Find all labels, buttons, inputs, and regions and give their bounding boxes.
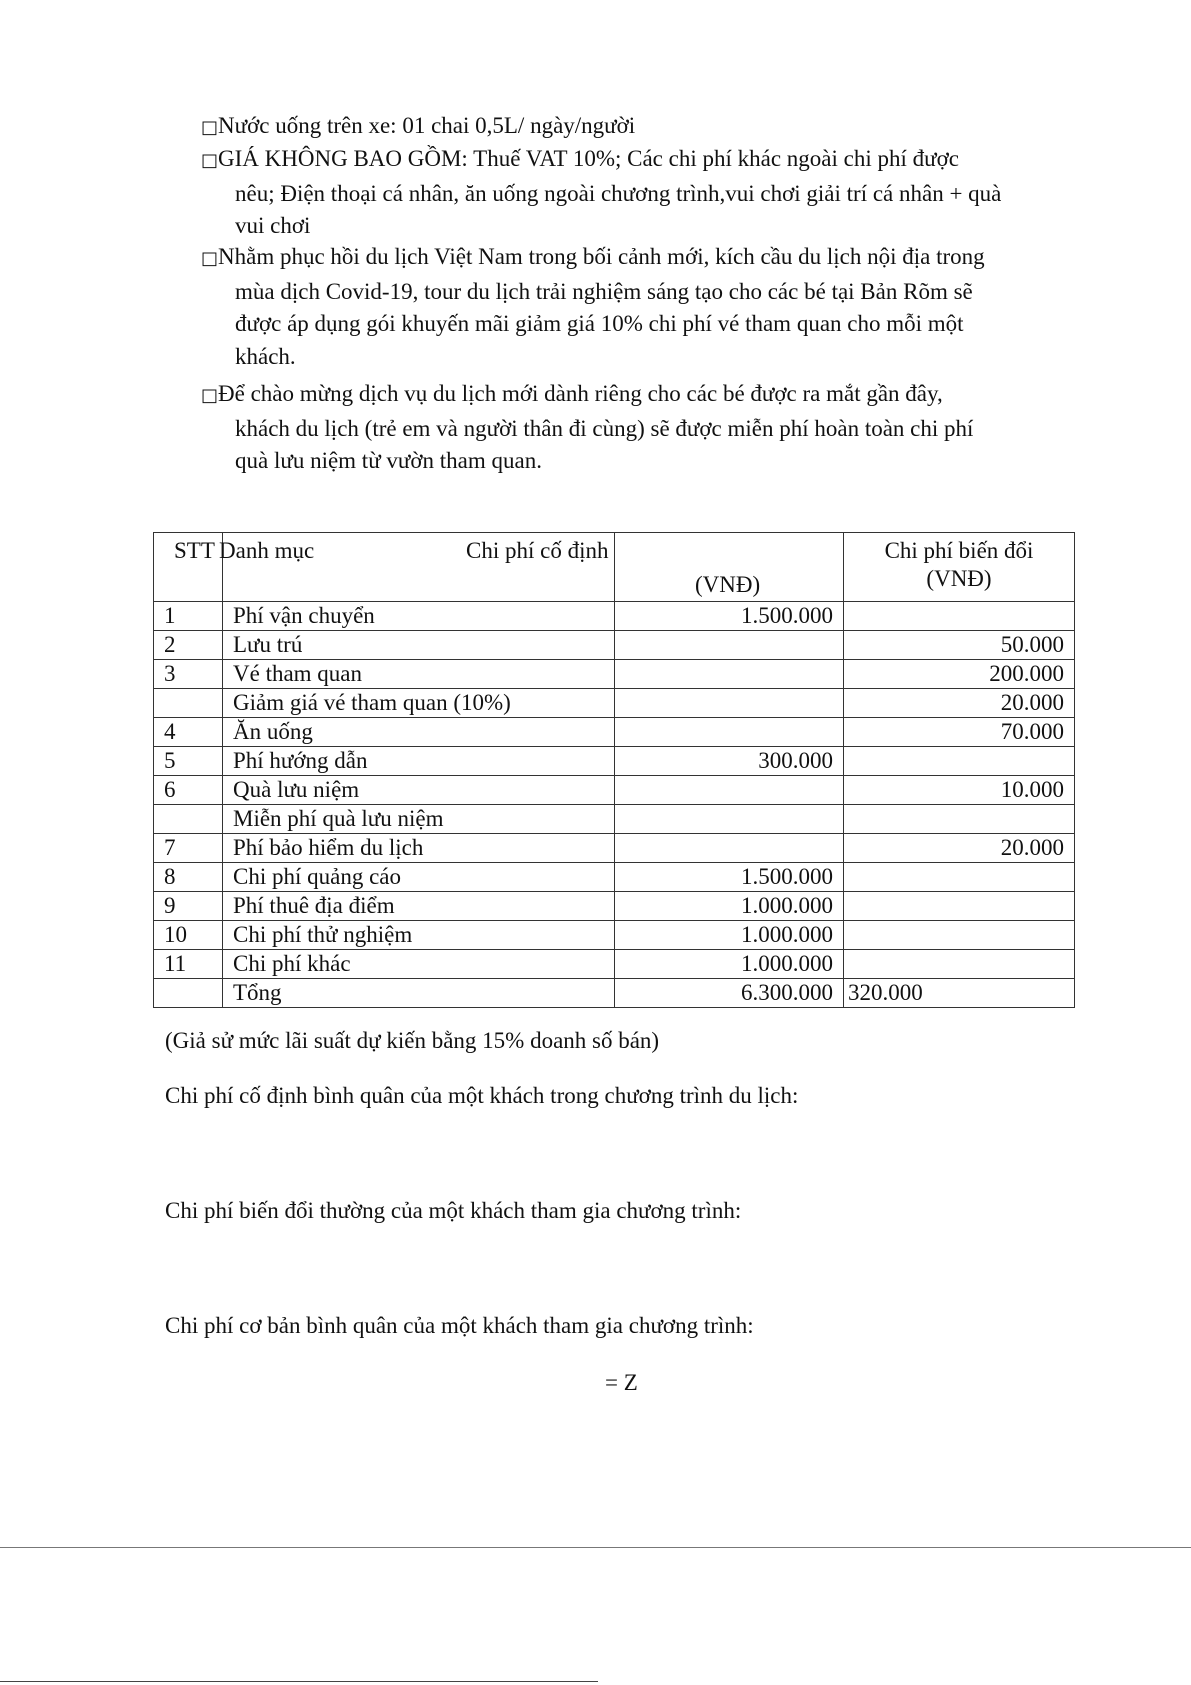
bullet-box-icon: □ <box>201 248 219 269</box>
table-row <box>154 631 1075 660</box>
row-stt: 5 <box>154 747 223 776</box>
row-fixed: 1.000.000 <box>615 950 844 979</box>
row-fixed <box>615 660 844 689</box>
bullet-item <box>201 241 1091 373</box>
bullet-continuation: quà lưu niệm từ vườn tham quan. <box>235 448 542 473</box>
table-row <box>154 805 1075 834</box>
row-fixed <box>615 834 844 863</box>
header-category: Danh mục <box>219 538 315 563</box>
bullet-item <box>201 110 1091 145</box>
row-variable <box>844 950 1075 979</box>
row-variable: 10.000 <box>844 776 1075 805</box>
total-stt <box>154 979 223 1008</box>
bullet-text: Nước uống trên xe: 01 chai 0,5L/ ngày/người <box>218 113 636 138</box>
table-row <box>154 776 1075 805</box>
footer-divider <box>0 1681 598 1682</box>
row-stt <box>154 805 223 834</box>
bullet-item <box>201 143 1091 243</box>
row-fixed: 300.000 <box>615 747 844 776</box>
table-row <box>154 863 1075 892</box>
row-fixed: 1.000.000 <box>615 892 844 921</box>
row-fixed <box>615 718 844 747</box>
table-row <box>154 689 1075 718</box>
row-stt: 10 <box>154 921 223 950</box>
header-fixed-unit: (VNĐ) <box>695 572 761 597</box>
row-variable <box>844 921 1075 950</box>
bullet-continuation: khách. <box>235 343 296 369</box>
row-stt: 3 <box>154 660 223 689</box>
row-stt: 9 <box>154 892 223 921</box>
bullet-continuation: vui chơi <box>235 213 311 238</box>
row-variable <box>844 805 1075 834</box>
bullet-continuation: khách du lịch (trẻ em và người thân đi cùng) sẽ được miễn phí hoàn toàn chi phí <box>235 415 974 441</box>
table-header-row <box>154 533 1075 602</box>
row-item: Phí hướng dẫn <box>223 747 615 776</box>
total-label: Tổng <box>223 979 615 1008</box>
row-item: Phí thuê địa điểm <box>223 892 615 921</box>
total-fixed: 6.300.000 <box>615 979 844 1008</box>
bullet-text: Để chào mừng dịch vụ du lịch mới dành riêng cho các bé được ra mắt gần đây, <box>218 381 943 406</box>
row-item: Chi phí khác <box>223 950 615 979</box>
row-item: Phí bảo hiểm du lịch <box>223 834 615 863</box>
header-fixed: Chi phí cố định <box>466 538 609 563</box>
header-variable-cell <box>844 533 1075 602</box>
bullet-box-icon: □ <box>201 117 219 138</box>
header-stt-cell <box>154 533 223 602</box>
table-row <box>154 892 1075 921</box>
row-item: Phí vận chuyển <box>223 602 615 631</box>
table-row <box>154 660 1075 689</box>
table-row <box>154 834 1075 863</box>
variable-cost-text: Chi phí biến đổi thường của một khách tham gia chương trình: <box>165 1198 742 1223</box>
row-variable: 70.000 <box>844 718 1075 747</box>
row-variable <box>844 892 1075 921</box>
row-variable: 20.000 <box>844 689 1075 718</box>
row-variable: 20.000 <box>844 834 1075 863</box>
row-stt: 2 <box>154 631 223 660</box>
header-variable-unit: (VNĐ) <box>926 566 992 591</box>
row-item: Chi phí thử nghiệm <box>223 921 615 950</box>
row-variable <box>844 602 1075 631</box>
header-fixed-cell <box>615 533 844 602</box>
row-fixed <box>615 689 844 718</box>
row-stt: 1 <box>154 602 223 631</box>
row-variable: 50.000 <box>844 631 1075 660</box>
bullet-text: GIÁ KHÔNG BAO GỒM: Thuế VAT 10%; Các chi phí khác ngoài chi phí được <box>218 146 959 171</box>
row-item: Miễn phí quà lưu niệm <box>223 805 615 834</box>
avg-fixed-cost-text: Chi phí cố định bình quân của một khách trong chương trình du lịch: <box>165 1083 799 1108</box>
row-fixed <box>615 631 844 660</box>
equation: = Z <box>605 1370 638 1395</box>
row-stt: 7 <box>154 834 223 863</box>
cost-table <box>153 532 1075 1008</box>
bullet-box-icon: □ <box>201 385 219 406</box>
row-stt <box>154 689 223 718</box>
table-row <box>154 921 1075 950</box>
row-stt: 6 <box>154 776 223 805</box>
row-variable <box>844 863 1075 892</box>
table-row <box>154 950 1075 979</box>
total-row <box>154 979 1075 1008</box>
bullet-item <box>201 378 1091 478</box>
row-item: Giảm giá vé tham quan (10%) <box>223 689 615 718</box>
header-stt: STT <box>174 538 215 563</box>
row-fixed: 1.500.000 <box>615 863 844 892</box>
row-item: Ăn uống <box>223 718 615 747</box>
row-fixed: 1.500.000 <box>615 602 844 631</box>
bullet-continuation: nêu; Điện thoại cá nhân, ăn uống ngoài chương trình,vui chơi giải trí cá nhân + quà <box>235 180 1002 206</box>
base-cost-text: Chi phí cơ bản bình quân của một khách tham gia chương trình: <box>165 1313 754 1338</box>
interest-note: (Giả sử mức lãi suất dự kiến bằng 15% doanh số bán) <box>165 1028 660 1053</box>
row-variable: 200.000 <box>844 660 1075 689</box>
bullet-continuation: mùa dịch Covid-19, tour du lịch trải nghiệm sáng tạo cho các bé tại Bản Rõm sẽ <box>235 278 973 304</box>
bullet-box-icon: □ <box>201 150 219 171</box>
total-variable: 320.000 <box>844 979 1075 1008</box>
row-item: Chi phí quảng cáo <box>223 863 615 892</box>
bullet-continuation: được áp dụng gói khuyến mãi giảm giá 10% chi phí vé tham quan cho mỗi một <box>235 311 964 336</box>
header-variable: Chi phí biến đổi <box>884 538 1034 563</box>
page-divider <box>0 1547 1191 1548</box>
row-item: Vé tham quan <box>223 660 615 689</box>
header-category-cell <box>219 533 615 602</box>
row-stt: 8 <box>154 863 223 892</box>
row-stt: 4 <box>154 718 223 747</box>
row-item: Lưu trú <box>223 631 615 660</box>
row-item: Quà lưu niệm <box>223 776 615 805</box>
table-row <box>154 747 1075 776</box>
bullet-text: Nhằm phục hồi du lịch Việt Nam trong bối cảnh mới, kích cầu du lịch nội địa trong <box>218 244 985 269</box>
table-row <box>154 718 1075 747</box>
row-fixed: 1.000.000 <box>615 921 844 950</box>
row-variable <box>844 747 1075 776</box>
table-row <box>154 602 1075 631</box>
row-fixed <box>615 776 844 805</box>
row-stt: 11 <box>154 950 223 979</box>
row-fixed <box>615 805 844 834</box>
